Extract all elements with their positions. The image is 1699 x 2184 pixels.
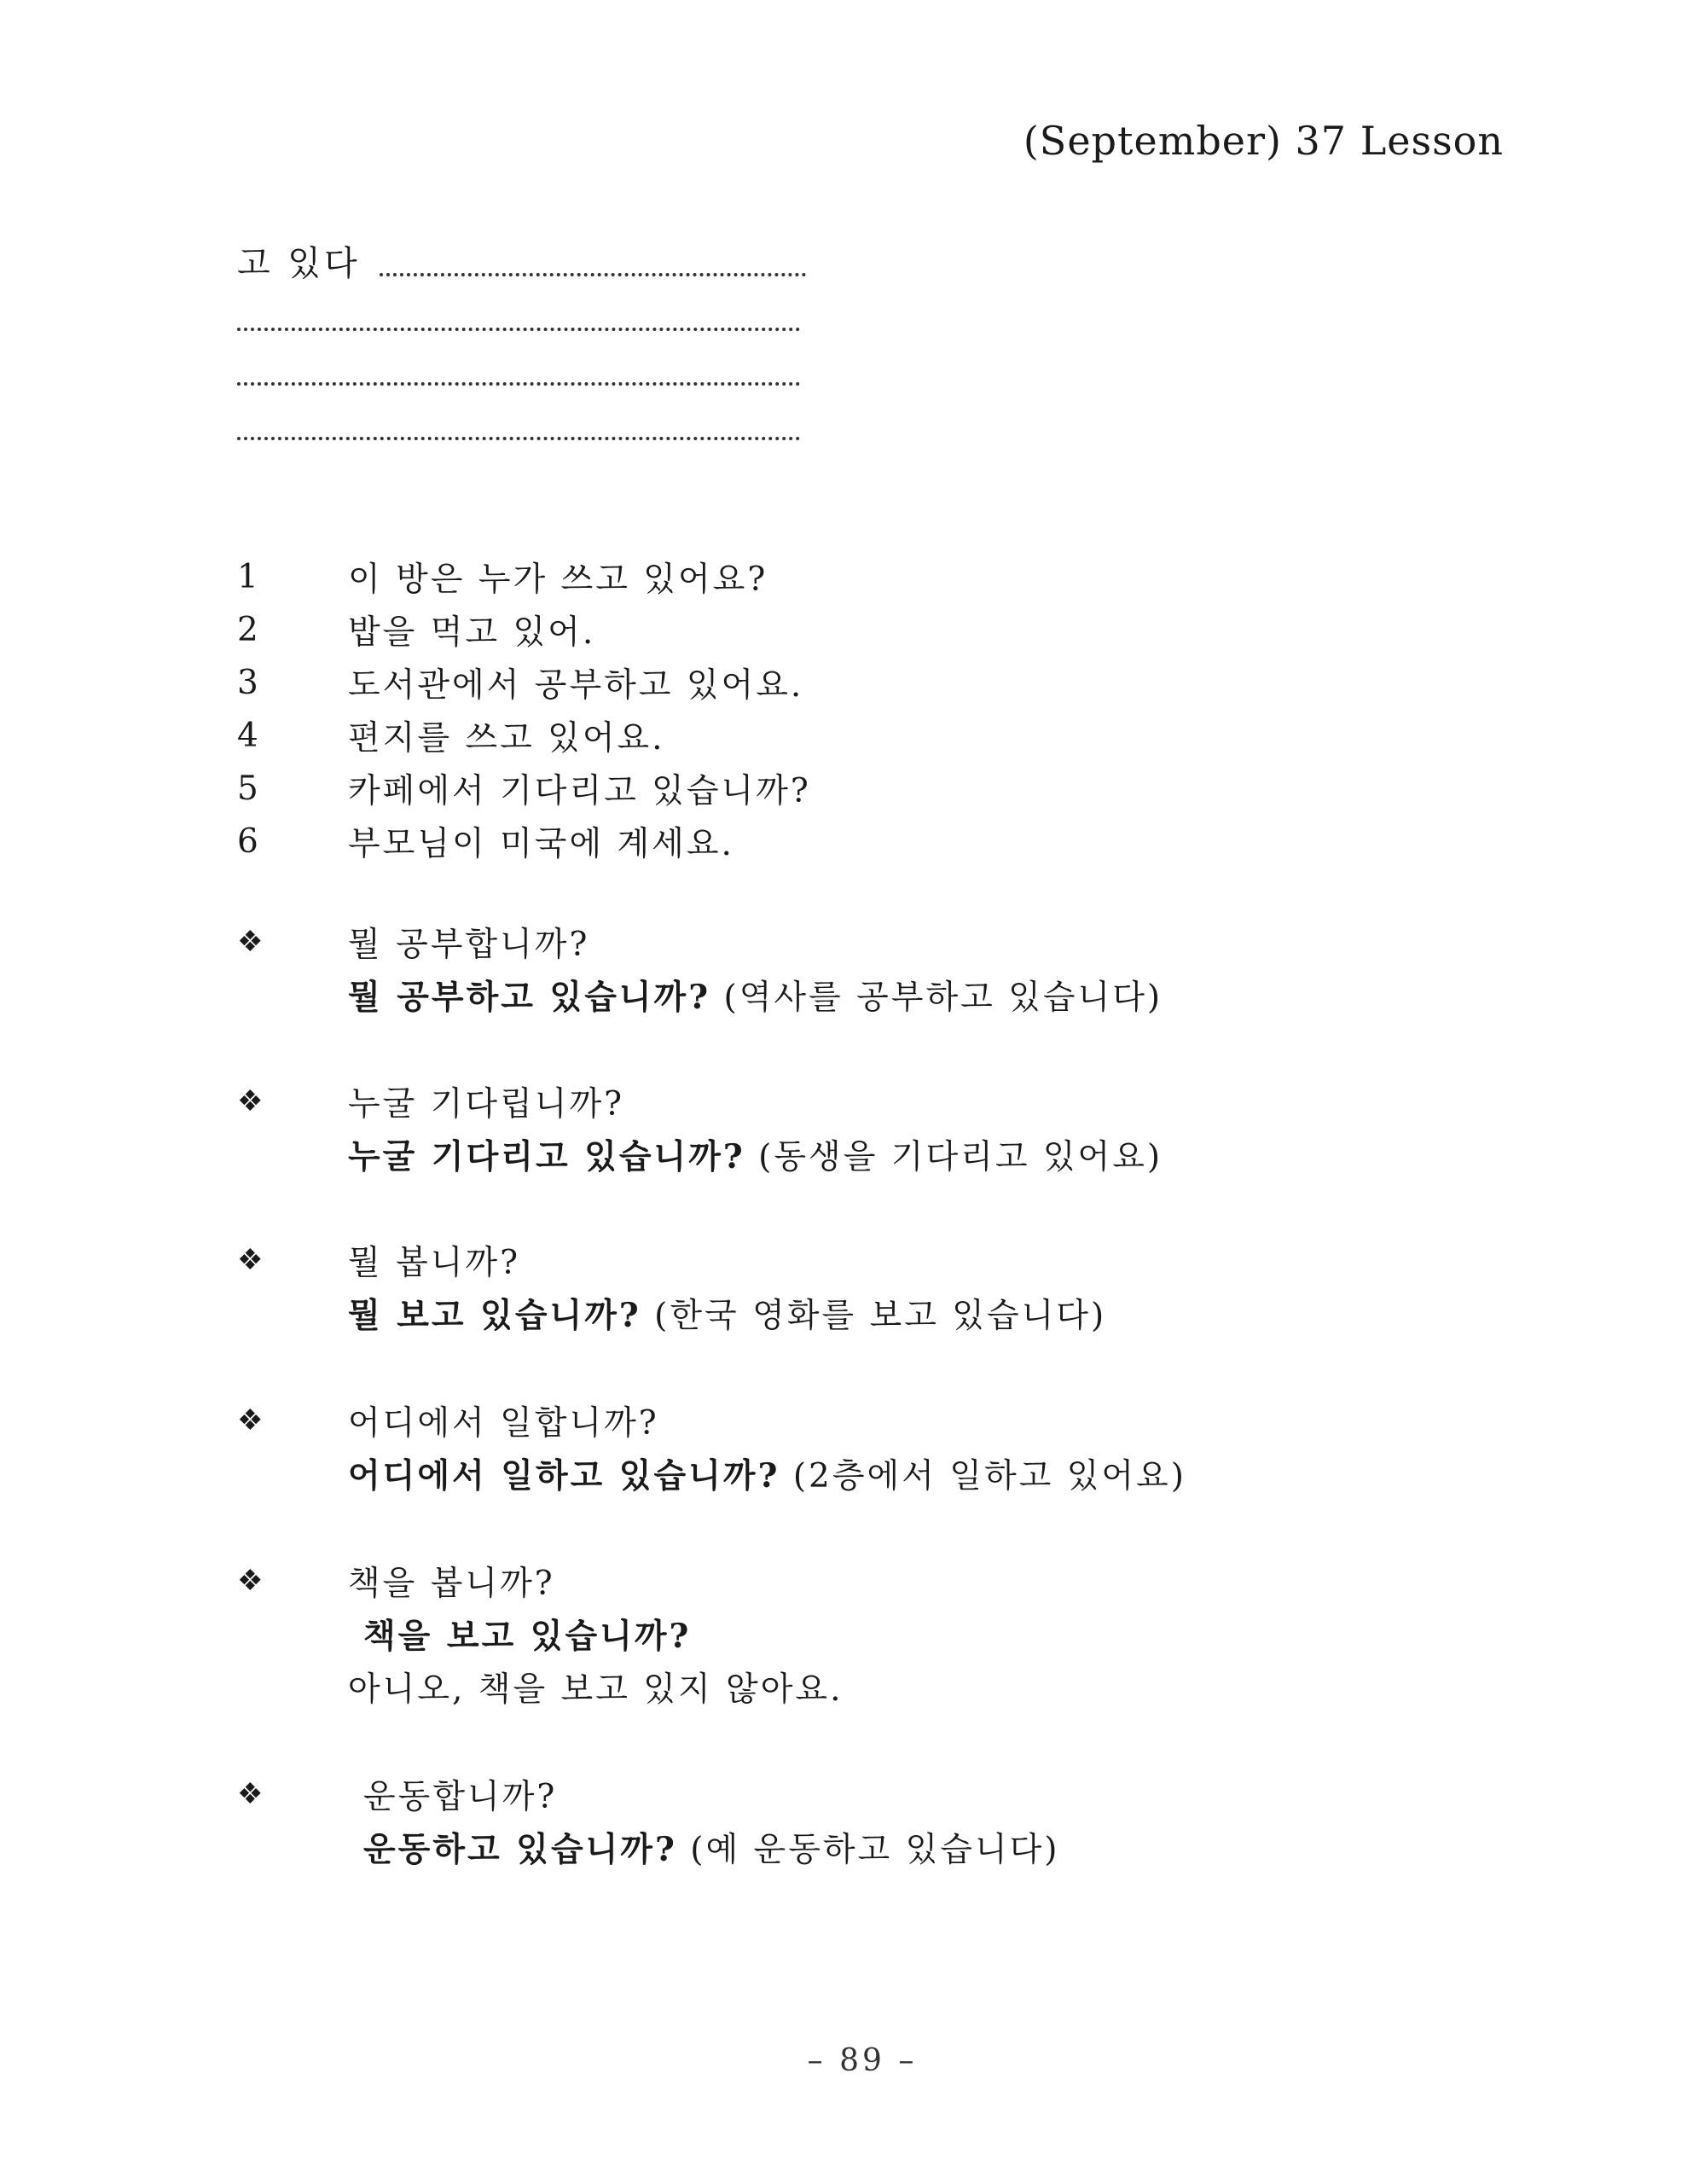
grammar-line-4 [237,394,834,449]
exercise-block [237,1554,843,1713]
exercise-answer-note: (2층에서 일하고 있어요) [792,1457,1186,1496]
exercise-answer-row [348,1607,843,1660]
numbered-sentence-list [237,550,811,868]
exercise-question: 뭘 봅니까? [348,1244,521,1282]
list-item [237,550,811,603]
exercise-answer: 누굴 기다리고 있습니까? [348,1137,745,1176]
item-number: 2 [237,610,258,649]
exercise-question: 누굴 기다립니까? [348,1085,625,1124]
diamond-bullet-icon: ❖ [237,1403,264,1438]
exercise-answer: 뭘 공부하고 있습니까? [348,978,711,1017]
exercise-extra-row [348,1660,843,1713]
item-number: 3 [237,663,258,702]
exercise-question-row [237,915,1163,968]
diamond-bullet-icon: ❖ [237,1564,264,1598]
dotted-writing-line [380,261,806,276]
list-item [237,656,811,709]
exercise-block [237,915,1163,1021]
item-sentence: 카페에서 기다리고 있습니까? [348,772,811,810]
exercise-answer-row [348,1287,1106,1339]
diamond-bullet-icon: ❖ [237,925,264,959]
item-sentence: 부모님이 미국에 계세요. [348,825,734,863]
grammar-pattern: 고 있다 [237,244,361,283]
exercise-block [237,1234,1106,1339]
grammar-writing-lines [237,230,834,449]
grammar-line-2 [237,285,834,340]
dotted-writing-line [237,370,800,386]
item-sentence: 밥을 먹고 있어. [348,613,596,652]
exercise-question: 운동합니까? [363,1778,558,1816]
exercise-answer: 책을 보고 있습니까? [363,1617,692,1656]
exercise-block [237,1075,1163,1181]
exercise-question: 뭘 공부합니까? [348,926,590,964]
exercise-answer-note: (한국 영화를 보고 있습니다) [654,1297,1107,1335]
lesson-header: (September) 37 Lesson [1023,118,1504,164]
list-item [237,603,811,656]
exercise-answer-row [348,1128,1163,1181]
exercise-question: 어디에서 일합니까? [348,1404,659,1443]
exercise-answer-note: (역사를 공부하고 있습니다) [723,979,1163,1017]
exercise-question-row [237,1768,1060,1821]
exercise-question-row [237,1234,1106,1287]
diamond-bullet-icon: ❖ [237,1777,264,1811]
grammar-line-3 [237,340,834,394]
diamond-bullet-icon: ❖ [237,1084,264,1118]
exercise-block [237,1768,1060,1873]
exercise-answer: 뭘 보고 있습니까? [348,1296,641,1335]
dotted-writing-line [237,316,800,331]
item-number: 5 [237,769,258,808]
grammar-line-1 [237,230,834,285]
item-number: 6 [237,822,258,861]
exercise-answer-row [348,1821,1060,1873]
item-number: 1 [237,557,258,596]
item-sentence: 편지를 쓰고 있어요. [348,719,665,758]
exercise-question: 책을 봅니까? [348,1565,555,1603]
exercise-question-row [237,1394,1186,1447]
list-item [237,762,811,815]
list-item [237,709,811,762]
item-sentence: 도서관에서 공부하고 있어요. [348,666,804,705]
exercise-answer: 운동하고 있습니까? [363,1830,677,1869]
exercise-answer-row [348,1447,1186,1500]
list-item [237,815,811,868]
exercise-answer-note: (동생을 기다리고 있어요) [758,1138,1163,1176]
exercise-question-row [237,1075,1163,1128]
exercise-answer-note: (예 운동하고 있습니다) [690,1831,1060,1869]
exercise-answer: 어디에서 일하고 있습니까? [348,1456,780,1496]
diamond-bullet-icon: ❖ [237,1243,264,1277]
item-number: 4 [237,716,258,755]
exercise-block [237,1394,1186,1500]
dotted-writing-line [237,425,800,440]
exercise-answer-row [348,968,1163,1021]
item-sentence: 이 방은 누가 쓰고 있어요? [348,561,768,599]
page-number: – 89 – [807,2043,918,2078]
exercise-extra-answer: 아니오, 책을 보고 있지 않아요. [348,1670,844,1709]
exercise-question-row [237,1554,843,1607]
